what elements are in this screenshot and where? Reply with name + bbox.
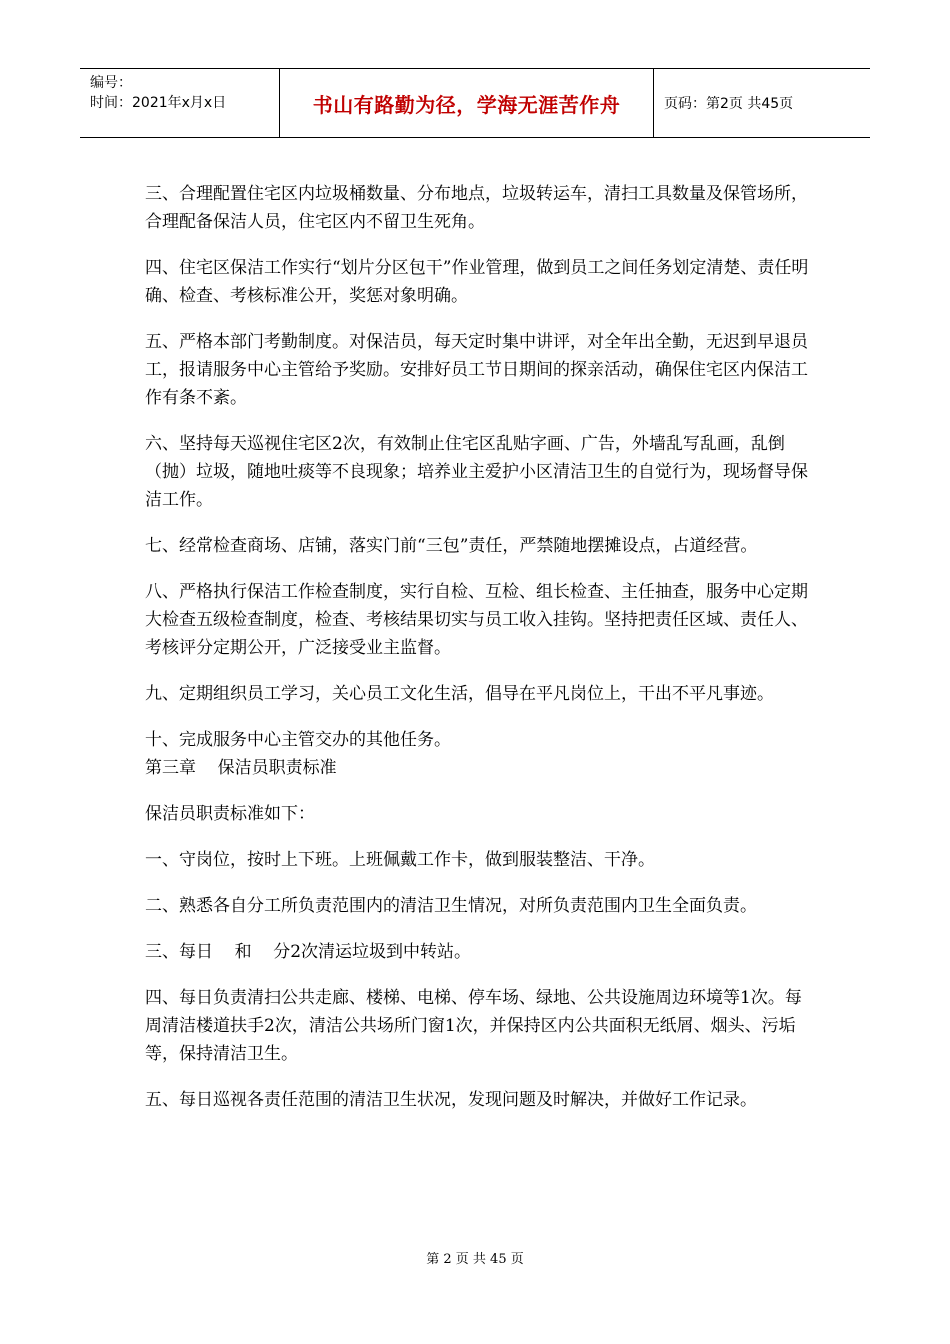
paragraph: 三、合理配置住宅区内垃圾桶数量、分布地点，垃圾转运车，清扫工具数量及保管场所，合理配备保洁人员，住宅区内不留卫生死角。 [145, 184, 808, 232]
paragraph: 保洁员职责标准如下： [145, 804, 315, 824]
paragraph: 七、经常检查商场、店铺，落实门前“三包”责任，严禁随地摆摊设点，占道经营。 [145, 536, 758, 556]
header-page-info: 页码：第2页 共45页 [664, 96, 794, 112]
chapter-heading: 第三章 保洁员职责标准 [145, 758, 337, 778]
document-number-label: 编号： [90, 75, 132, 91]
paragraph: 二、熟悉各自分工所负责范围内的清洁卫生情况，对所负责范围内卫生全面负责。 [145, 896, 757, 916]
document-time: 时间：2021年x月x日 [90, 95, 227, 111]
paragraph: 十、完成服务中心主管交办的其他任务。 [145, 730, 451, 750]
paragraph: 五、严格本部门考勤制度。对保洁员，每天定时集中讲评，对全年出全勤，无迟到早退员工，报请服务中心主管给予奖励。安排好员工节日期间的探亲活动，确保住宅区内保洁工作有条不紊。 [145, 332, 808, 408]
paragraph: 六、坚持每天巡视住宅区2次，有效制止住宅区乱贴字画、广告，外墙乱写乱画，乱倒（抛）垃圾，随地吐痰等不良现象；培养业主爱护小区清洁卫生的自觉行为，现场督导保洁工作。 [145, 434, 808, 510]
header-motto: 书山有路勤为径，学海无涯苦作舟 [312, 92, 621, 117]
paragraph: 八、严格执行保洁工作检查制度，实行自检、互检、组长检查、主任抽查，服务中心定期大检查五级检查制度，检查、考核结果切实与员工收入挂钩。坚持把责任区域、责任人、考核评分定期公开，广泛接受业主监督。 [145, 582, 808, 658]
paragraph: 三、每日 和 分2次清运垃圾到中转站。 [145, 942, 472, 962]
paragraph: 五、每日巡视各责任范围的清洁卫生状况，发现问题及时解决，并做好工作记录。 [145, 1090, 757, 1110]
page-header [80, 68, 870, 138]
header-motto-cell [280, 69, 654, 137]
paragraph: 四、每日负责清扫公共走廊、楼梯、电梯、停车场、绿地、公共设施周边环境等1次。每周清洁楼道扶手2次，清洁公共场所门窗1次，并保持区内公共面积无纸屑、烟头、污垢等，保持清洁卫生。 [145, 988, 802, 1064]
header-meta [80, 69, 280, 137]
paragraph: 四、住宅区保洁工作实行“划片分区包干”作业管理，做到员工之间任务划定清楚、责任明确、检查、考核标准公开，奖惩对象明确。 [145, 258, 809, 306]
page-footer: 第 2 页 共 45 页 [426, 1252, 524, 1267]
paragraph: 一、守岗位，按时上下班。上班佩戴工作卡，做到服装整洁、干净。 [145, 850, 655, 870]
paragraph: 九、定期组织员工学习，关心员工文化生活，倡导在平凡岗位上，干出不平凡事迹。 [145, 684, 774, 704]
document-body [145, 180, 815, 1132]
